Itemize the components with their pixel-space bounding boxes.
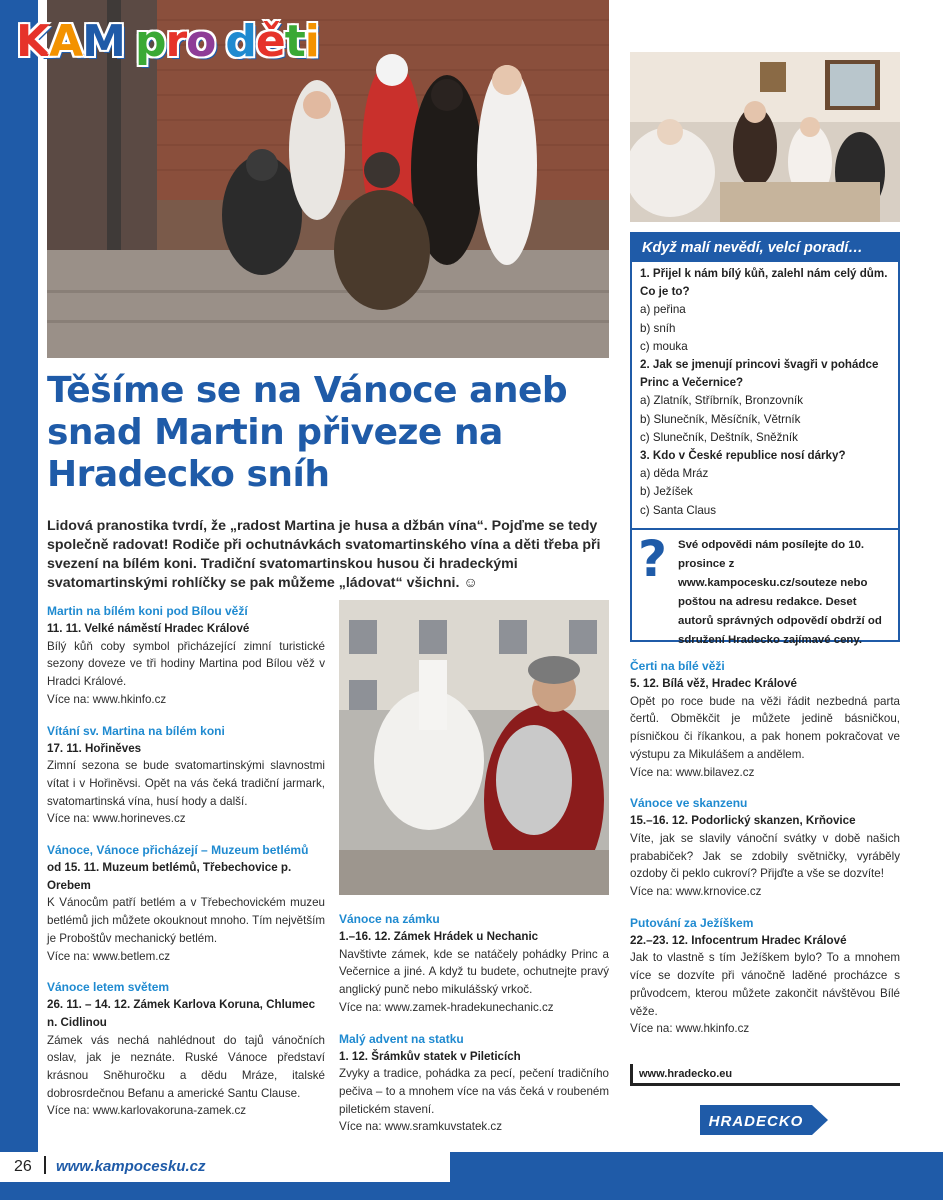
event-title: Martin na bílém koni pod Bílou věží: [47, 604, 248, 618]
logo-letter: r: [165, 16, 187, 67]
quiz-answer: a) Zlatník, Stříbrník, Bronzovník: [640, 394, 804, 408]
event-more-link[interactable]: Více na: www.hkinfo.cz: [630, 1022, 750, 1036]
quiz-answer: a) peřina: [640, 303, 686, 317]
event-title: Čerti na bílé věži: [630, 659, 725, 673]
event-date-place: 1. 12. Šrámkův statek v Pileticích: [339, 1049, 521, 1063]
event-date-place: 5. 12. Bílá věž, Hradec Králové: [630, 677, 797, 690]
event-more-link[interactable]: Více na: www.krnovice.cz: [630, 885, 762, 899]
events-column-left: [47, 603, 325, 1134]
logo-letter: i: [304, 16, 319, 67]
quiz-answer: c) Santa Claus: [640, 503, 717, 517]
event-date-place: 15.–16. 12. Podorlický skanzen, Krňovice: [630, 814, 856, 828]
event-title: Putování za Ježíškem: [630, 915, 754, 930]
footer-divider: [44, 1156, 46, 1174]
event-more-link[interactable]: Více na: www.betlem.cz: [47, 949, 171, 963]
logo-letter: A: [49, 16, 83, 67]
badge-label: HRADECKO: [708, 1113, 804, 1130]
quiz-answer: a) děda Mráz: [640, 467, 709, 481]
event-item: [47, 979, 325, 1120]
quiz-answer: b) Ježíšek: [640, 485, 693, 499]
page-number: 26: [14, 1158, 32, 1175]
hradecko-logo-badge: [700, 1103, 830, 1137]
event-date-place: 22.–23. 12. Infocentrum Hradec Králové: [630, 933, 847, 947]
event-date-place: 11. 11. Velké náměstí Hradec Králové: [47, 622, 250, 635]
event-item: [47, 723, 325, 829]
events-column-right: [630, 658, 900, 1052]
quiz-title: Když malí nevědí, velcí poradí…: [632, 234, 898, 262]
event-title: Vánoce, Vánoce přicházejí – Muzeum betlémů: [47, 843, 309, 858]
baking-photo: [630, 52, 900, 222]
quiz-box: [630, 232, 900, 646]
event-title: Vánoce ve skanzenu: [630, 796, 748, 811]
event-more-link[interactable]: Více na: www.zamek-hradekunechanic.cz: [339, 1000, 554, 1014]
logo-letter: p: [134, 16, 166, 67]
event-more-link[interactable]: Více na: www.bilavez.cz: [630, 765, 755, 779]
event-description: Zimní sezona se bude svatomartinskými slavnostmi vítat i v Hořiněvsi. Opět na vás čeká tradiční jarmark, svatomartinská vína, husí hody a další.: [47, 759, 325, 808]
event-date-place: 26. 11. – 14. 12. Zámek Karlova Koruna, Chlumec n. Cidlinou: [47, 998, 316, 1029]
event-description: K Vánocům patří betlém a v Třebechovickém muzeu betlémů jich můžete okouknout mnoho. Tím největším je Proboštův mechanický betlém.: [47, 896, 325, 945]
masthead-logo: [16, 16, 319, 80]
event-date-place: 17. 11. Hořiněves: [47, 741, 142, 755]
event-item: [47, 842, 325, 965]
event-more-link[interactable]: Více na: www.karlovakoruna-zamek.cz: [47, 1104, 247, 1118]
hradecko-web-link[interactable]: www.hradecko.eu: [630, 1064, 900, 1086]
quiz-footer-text: Své odpovědi nám posílejte do 10. prosince z www.kampocesku.cz/souteze nebo poštou na adresu redakce. Deset autorů správných odpovědí obdrží od sdružení Hradecko zajímavé ceny.: [678, 538, 882, 646]
event-description: Zvyky a tradice, pohádka za pecí, pečení tradičního pečiva – to a mnohem více na vás čeká v roubeném piletickém stavení.: [339, 1067, 609, 1116]
event-more-link[interactable]: Více na: www.horineves.cz: [47, 812, 186, 826]
event-item: [630, 915, 900, 1038]
event-title: Vítání sv. Martina na bílém koni: [47, 723, 225, 738]
quiz-questions: [632, 262, 898, 520]
quiz-answer: c) Slunečník, Deštník, Sněžník: [640, 430, 798, 444]
quiz-question: 2. Jak se jmenují princovi švagři v pohádce Princ a Večernice?: [640, 358, 879, 390]
event-description: Bílý kůň coby symbol přicházející zimní turistické sezony doveze ve tři hodiny Martina pod Bílou věž v Hradci Králové.: [47, 639, 325, 689]
logo-letter: M: [82, 16, 125, 67]
article-intro: Lidová pranostika tvrdí, že „radost Martina je husa a džbán vína“. Pojďme se tedy společně radovat! Rodiče při ochutnávkách svatomartinského vína a děti třeba při svezení na bílém koni. Tradiční svatomartinskou husou či hradeckými svatomartinskými rohlíčky se pak můžeme „ládovat“ všichni. ☺: [47, 518, 601, 591]
quiz-footer: [632, 530, 898, 650]
logo-letter: d: [225, 16, 256, 67]
quiz-answer: b) sníh: [640, 321, 676, 335]
question-mark-icon: ?: [638, 529, 668, 588]
event-item: [630, 658, 900, 781]
event-description: Opět po roce bude na věži řádit nezbedná parta čertů. Obměkčit je můžete jedině básničkou, písničkou či říkankou, a pak honem pokračovat ve výstupu za Mikulášem a andělem.: [630, 694, 900, 761]
event-more-link[interactable]: Více na: www.sramkuvstatek.cz: [339, 1120, 503, 1134]
event-item: [339, 911, 609, 1017]
event-title: Vánoce letem světem: [47, 980, 170, 995]
event-description: Navštivte zámek, kde se natáčely pohádky Princ a Večernice a jiné. A když tu budete, ochutnejte pravý anglický punč nebo mikulášský vrkoč.: [339, 947, 609, 997]
quiz-question: 1. Přijel k nám bílý kůň, zalehl nám celý dům. Co je to?: [640, 267, 888, 299]
event-title: Vánoce na zámku: [339, 912, 440, 926]
article-headline: Těšíme se na Vánoce aneb snad Martin přiveze na Hradecko sníh: [47, 370, 568, 495]
events-column-middle: [339, 911, 609, 1150]
event-item: [339, 1031, 609, 1137]
event-description: Zámek vás nechá nahlédnout do tajů vánočních oslav, jak je neznáte. Ruské Vánoce představí krásnou Sněhuročku a dědu Mráze, italské dobrosrdečnou Befanu a americké Santu Clause.: [47, 1033, 325, 1100]
knight-horse-photo: [339, 600, 609, 895]
event-item: [47, 603, 325, 709]
logo-letter: ě: [255, 16, 285, 67]
quiz-answer: c) mouka: [640, 339, 688, 353]
event-date-place: od 15. 11. Muzeum betlémů, Třebechovice p. Orebem: [47, 861, 292, 892]
quiz-answer: b) Slunečník, Měsíčník, Větrník: [640, 412, 801, 426]
event-description: Jak to vlastně s tím Ježíškem bylo? To a mnohem více se dozvíte při vánočně laděné procházce s průvodcem, kterou můžete zakončit návštěvou Bílé věže.: [630, 951, 900, 1018]
logo-letter: t: [284, 16, 305, 67]
logo-letter: K: [16, 16, 50, 67]
quiz-question: 3. Kdo v České republice nosí dárky?: [640, 449, 846, 463]
event-date-place: 1.–16. 12. Zámek Hrádek u Nechanic: [339, 930, 539, 943]
event-item: [630, 795, 900, 901]
footer-site-link[interactable]: www.kampocesku.cz: [56, 1158, 206, 1175]
logo-letter: o: [186, 16, 216, 67]
event-title: Malý advent na statku: [339, 1031, 464, 1046]
event-more-link[interactable]: Více na: www.hkinfo.cz: [47, 692, 167, 706]
event-description: Víte, jak se slavily vánoční svátky v době našich prababiček? Jak se zdobily světničky, vyráběly ozdoby či peklo cukroví? Přijďte a vše se dozvíte!: [630, 831, 900, 881]
